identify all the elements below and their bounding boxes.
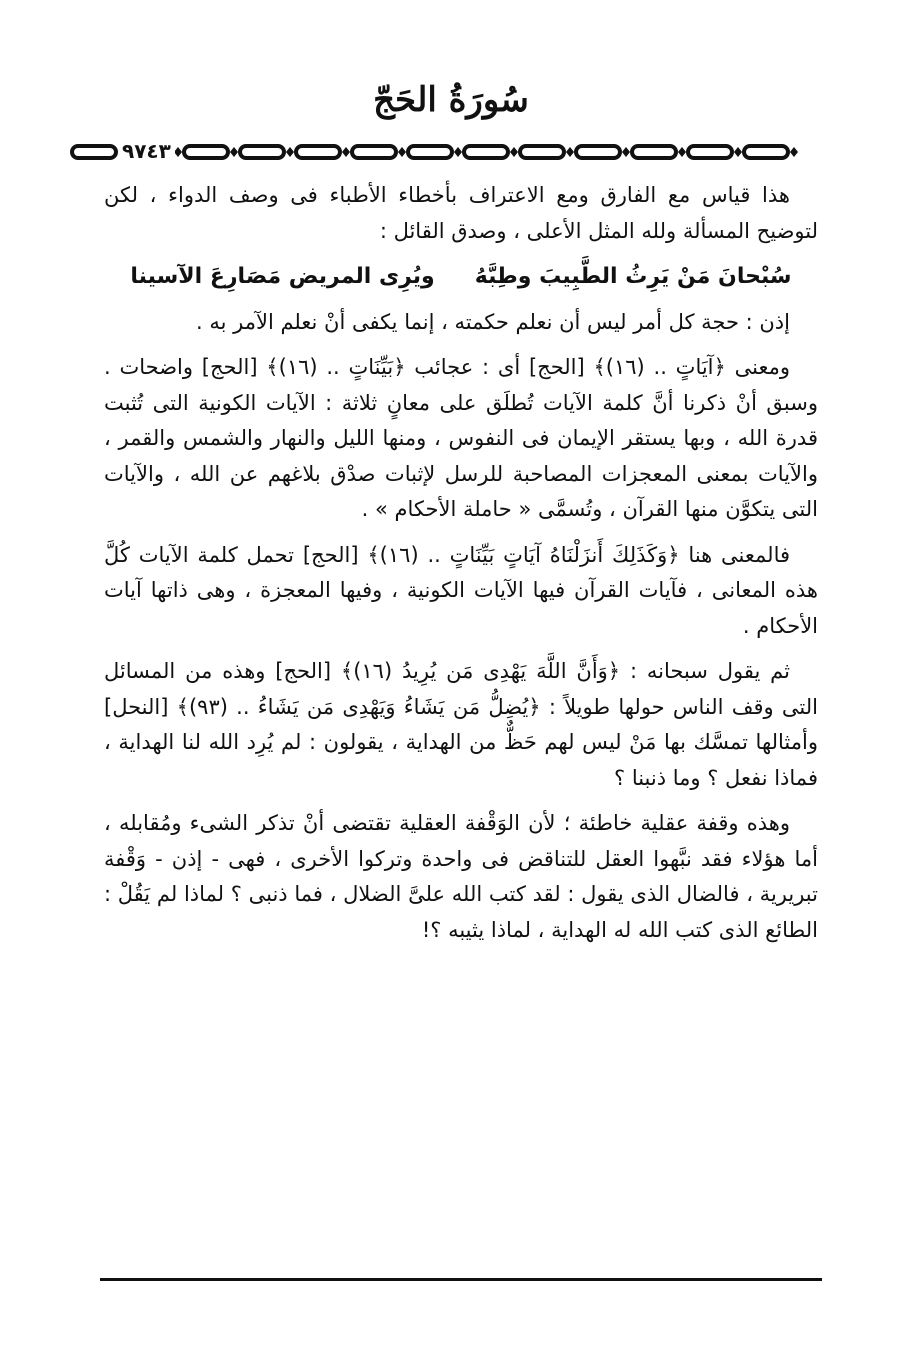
paragraph-3: ومعنى ﴿آيَاتٍ .. (١٦)﴾ [الحج] أى : عجائب ﴿بَيِّنَاتٍ .. (١٦)﴾ [الحج] واضحات . وسبق أنْ ذكرنا أنَّ كلمة الآيات تُطلَق على معانٍ ثلاثة : الآيات الكونية التى تُثبت قدرة الله ، وبها يستقر الإيمان فى النفوس ، ومنها الليل والنهار والشمس والقمر ، والآيات بمعنى المعجزات المصاحبة للرسل لإثبات صدْق بلاغهم عن الله ، والآيات التى يتكوَّن منها القرآن ، وتُسمَّى « حاملة الأحكام » . <box>104 355 818 521</box>
ornament-link <box>744 146 788 158</box>
ornament-diamond <box>790 147 798 157</box>
ornament-diamond <box>566 147 574 157</box>
ornament-diamond <box>678 147 686 157</box>
ornament-link <box>352 146 396 158</box>
paragraph-1: هذا قياس مع الفارق ومع الاعتراف بأخطاء الأطباء فى وصف الدواء ، لكن لتوضيح المسألة ولله المثل الأعلى ، وصدق القائل : <box>104 183 818 243</box>
paragraph-2: إذن : حجة كل أمر ليس أن نعلم حكمته ، إنما يكفى أنْ نعلم الآمر به . <box>196 309 790 334</box>
ornament-diamond <box>510 147 518 157</box>
ornament-link <box>520 146 564 158</box>
ornament-link <box>408 146 452 158</box>
ornament-diamond <box>454 147 462 157</box>
ornament-link <box>72 146 116 158</box>
ornament-link <box>576 146 620 158</box>
ornament-diamond <box>734 147 742 157</box>
verse-hemistich-left: ويُرِى المريض مَصَارِعَ الآسينا <box>130 264 435 289</box>
ornament-diamond <box>174 147 182 157</box>
ornament-diamond <box>230 147 238 157</box>
ornament-link <box>632 146 676 158</box>
ornament-link <box>464 146 508 158</box>
page-number: ٩٧٤٣ <box>118 139 175 163</box>
ornament-diamond <box>286 147 294 157</box>
ornament-diamond <box>622 147 630 157</box>
poetry-verse <box>104 259 818 295</box>
ornament-diamond <box>398 147 406 157</box>
surah-title: سُورَةُ الحَجّ <box>373 80 529 120</box>
ornament-link <box>240 146 284 158</box>
ornament-border <box>70 138 842 166</box>
verse-hemistich-right: سُبْحانَ مَنْ يَرِثُ الطَّبِيبَ وطِبَّهُ <box>474 264 792 289</box>
ornament-link <box>688 146 732 158</box>
ornament-diamond <box>342 147 350 157</box>
page-body <box>104 178 818 958</box>
footer-rule <box>100 1278 822 1281</box>
ornament-link <box>184 146 228 158</box>
ornament-link <box>296 146 340 158</box>
paragraph-4: فالمعنى هنا ﴿وَكَذَلِكَ أَنزَلْنَاهُ آيَاتٍ بَيِّنَاتٍ .. (١٦)﴾ [الحج] تحمل كلمة الآيات كُلَّ هذه المعانى ، فآيات القرآن فيها الآيات الكونية ، وفيها المعجزة ، وهى ذاتها آيات الأحكام . <box>104 542 818 638</box>
paragraph-5: ثم يقول سبحانه : ﴿وَأَنَّ اللَّهَ يَهْدِى مَن يُرِيدُ (١٦)﴾ [الحج] وهذه من المسائل التى وقف الناس حولها طويلاً : ﴿يُضِلُّ مَن يَشَاءُ وَيَهْدِى مَن يَشَاءُ .. (٩٣)﴾ [النحل] وأمثالها تمسَّك بها مَنْ ليس لهم حَظٌّ من الهداية ، يقولون : لم يُرِد الله لنا الهداية ، فماذا نفعل ؟ وما ذنبنا ؟ <box>104 659 818 790</box>
paragraph-6: وهذه وقفة عقلية خاطئة ؛ لأن الوَقْفة العقلية تقتضى أنْ تذكر الشىء ومُقابله ، أما هؤلاء فقد نبَّهوا العقل للتناقض فى واحدة وتركوا الأخرى ، فهى - إذن - وَقْفة تبريرية ، فالضال الذى يقول : لقد كتب الله علىَّ الضلال ، فما ذنبى ؟ لماذا لم يَقُلْ : الطائع الذى كتب الله له الهداية ، لماذا يثيبه ؟! <box>104 811 818 942</box>
